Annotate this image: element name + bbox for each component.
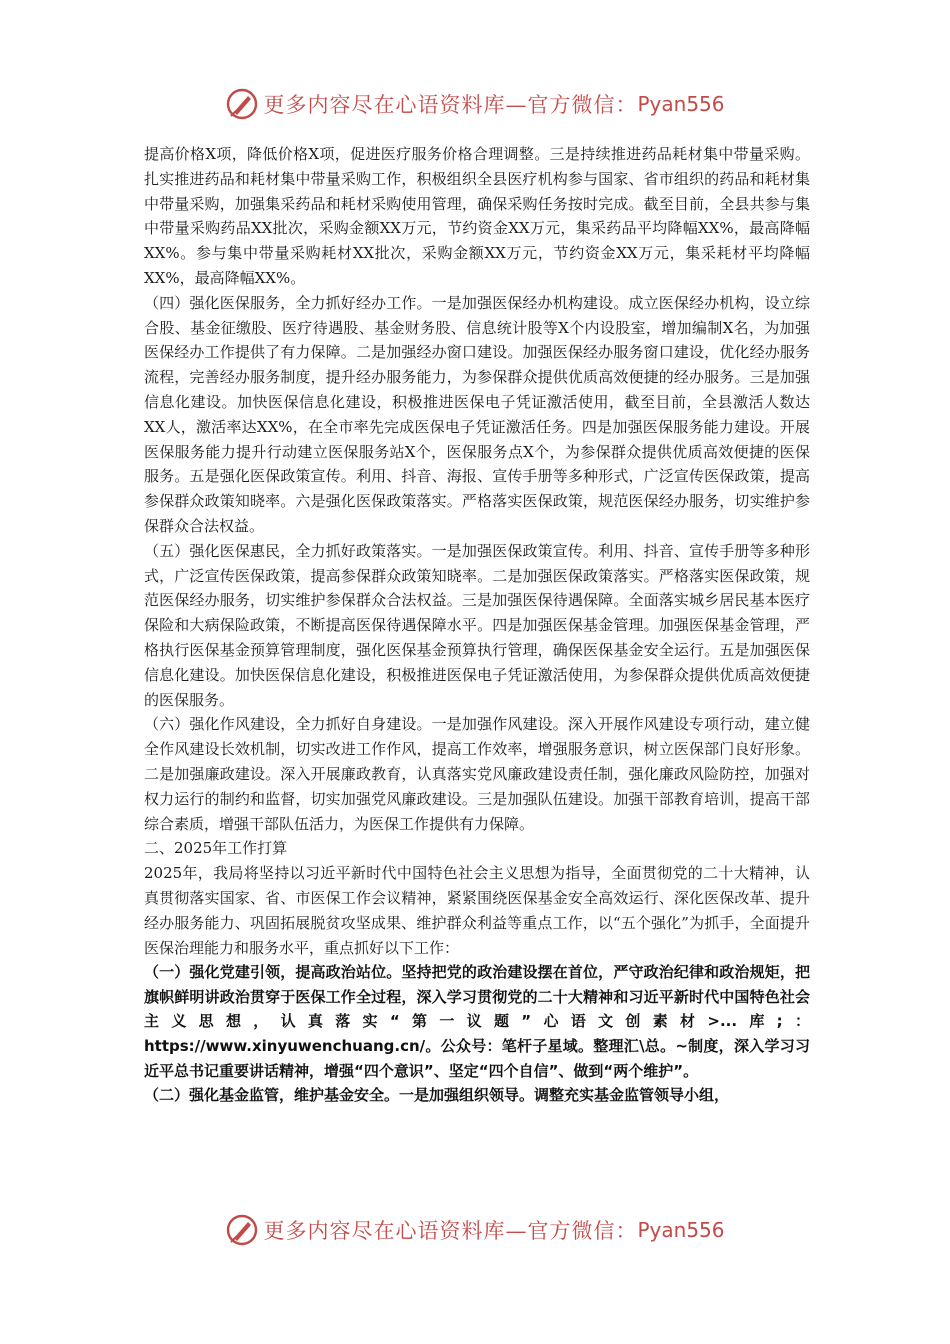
header-wechat-id: Pyan556 <box>637 92 725 116</box>
pen-logo-icon <box>225 87 259 121</box>
paragraph: （四）强化医保服务，全力抓好经办工作。一是加强医保经办机构建设。成立医保经办机构，设立综合股、基金征缴股、医疗待遇股、基金财务股、信息统计股等X个内设股室，增加编制X名，为加强医保经办工作提供了有力保障。二是加强经办窗口建设。加强医保经办服务窗口建设，优化经办服务流程，完善经办服务制度，提升经办服务能力，为参保群众提供优质高效便捷的经办服务。三是加强信息化建设。加快医保信息化建设，积极推进医保电子凭证激活使用，截至目前，全县激活人数达XX人，激活率达XX%，在全市率先完成医保电子凭证激活任务。四是加强医保服务能力建设。开展医保服务能力提升行动建立医保服务站X个，医保服务点X个，为参保群众提供优质高效便捷的医保服务。五是强化医保政策宣传。利用、抖音、海报、宣传手册等多种形式，广泛宣传医保政策，提高参保群众政策知晓率。六是强化医保政策落实。严格落实医保政策，规范医保经办服务，切实维护参保群众合法权益。 <box>144 293 810 535</box>
footer-wechat-id: Pyan556 <box>637 1218 725 1242</box>
bold-paragraph: （二）强化基金监管，维护基金安全。一是加强组织领导。调整充实基金监管领导小组， <box>144 1086 730 1105</box>
header-banner <box>0 82 950 126</box>
footer-banner-text: 更多内容尽在心语资料库—官方微信： <box>263 1219 638 1243</box>
document-body <box>144 142 810 1108</box>
paragraph: （六）强化作风建设，全力抓好自身建设。一是加强作风建设。深入开展作风建设专项行动，建立健全作风建设长效机制，切实改进工作作风，提高工作效率，增强服务意识，树立医保部门良好形象。二是加强廉政建设。深入开展廉政教育，认真落实党风廉政建设责任制，强化廉政风险防控，加强对权力运行的制约和监督，切实加强党风廉政建设。三是加强队伍建设。加强干部教育培训，提高干部综合素质，增强干部队伍活力，为医保工作提供有力保障。 <box>144 715 810 833</box>
header-banner-text: 更多内容尽在心语资料库—官方微信： <box>263 93 638 117</box>
paragraph: 提高价格X项，降低价格X项，促进医疗服务价格合理调整。三是持续推进药品耗材集中带量采购。扎实推进药品和耗材集中带量采购工作，积极组织全县医疗机构参与国家、省市组织的药品和耗材集中带量采购，加强集采药品和耗材采购使用管理，确保采购任务按时完成。截至目前，全县共参与集中带量采购药品XX批次，采购金额XX万元，节约资金XX万元，集采药品平均降幅XX%，最高降幅XX%。参与集中带量采购耗材XX批次，采购金额XX万元，节约资金XX万元，集采耗材平均降幅XX%，最高降幅XX%。 <box>144 145 810 287</box>
footer-banner <box>0 1208 950 1252</box>
bold-paragraph: （一）强化党建引领，提高政治站位。坚持把党的政治建设摆在首位，严守政治纪律和政治规矩，把旗帜鲜明讲政治贯穿于医保工作全过程，深入学习贯彻党的二十大精神和习近平新时代中国特色社会主义思想，认真落实“第一议题”心语文创素材>...库;：https://www.xinyuwenchuang.cn/。公众号：笔杆子星域。整理汇\总。~制度，深入学习习近平总书记重要讲话精神，增强“四个意识”、坚定“四个自信”、做到“两个维护”。 <box>144 963 810 1080</box>
section-heading: 二、2025年工作打算 <box>144 839 288 858</box>
paragraph: （五）强化医保惠民，全力抓好政策落实。一是加强医保政策宣传。利用、抖音、宣传手册等多种形式，广泛宣传医保政策，提高参保群众政策知晓率。二是加强医保政策落实。严格落实医保政策，规范医保经办服务，切实维护参保群众合法权益。三是加强医保待遇保障。全面落实城乡居民基本医疗保险和大病保险政策，不断提高医保待遇保障水平。四是加强医保基金管理。加强医保基金管理，严格执行医保基金预算管理制度，强化医保基金预算执行管理，确保医保基金安全运行。五是加强医保信息化建设。加快医保信息化建设，积极推进医保电子凭证激活使用，为参保群众提供优质高效便捷的医保服务。 <box>144 541 810 709</box>
pen-logo-icon <box>225 1213 259 1247</box>
paragraph: 2025年，我局将坚持以习近平新时代中国特色社会主义思想为指导，全面贯彻党的二十大精神，认真贯彻落实国家、省、市医保工作会议精神，紧紧围绕医保基金安全高效运行、深化医保改革、提升经办服务能力、巩固拓展脱贫攻坚成果、维护群众利益等重点工作，以“五个强化”为抓手，全面提升医保治理能力和服务水平，重点抓好以下工作： <box>144 864 810 957</box>
